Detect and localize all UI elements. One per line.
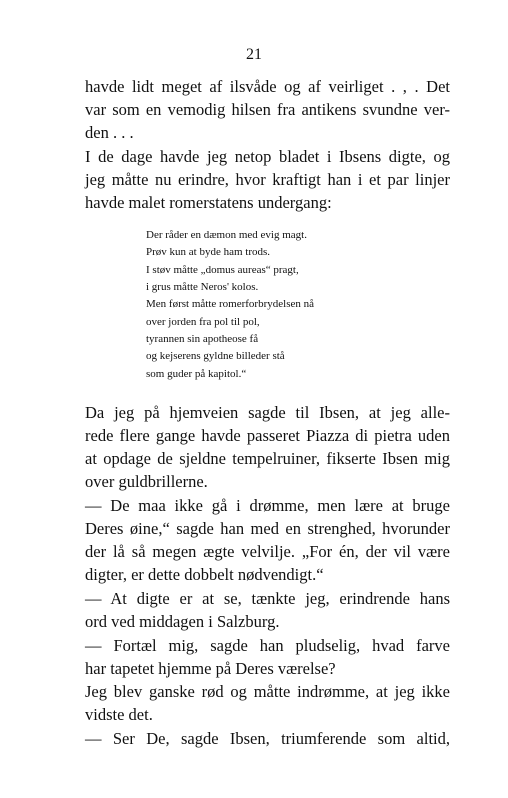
text-line: — Fortæl mig, sagde han pludselig, hvad farve (85, 636, 450, 655)
text-line: over guldbrillerne. (85, 472, 208, 491)
text-line: ord ved middagen i Salzburg. (85, 612, 280, 631)
text-line: var som en vemodig hilsen fra antikens svundne ver- (85, 100, 450, 119)
text-line: Deres øine,“ sagde han med en strenghed, hvorunder (85, 519, 450, 538)
text-line: havde malet romerstatens undergang: (85, 193, 332, 212)
text-line: vidste det. (85, 705, 153, 724)
text-line: digter, er dette dobbelt nødvendigt.“ (85, 565, 324, 584)
text-line: I de dage havde jeg netop bladet i Ibsens digte, og (85, 147, 450, 166)
verse-line: og kejserens gyldne billeder stå (146, 350, 285, 362)
text-line: der lå så megen ægte velvilje. „For én, der vil være (85, 542, 450, 561)
text-line: jeg måtte nu erindre, hvor kraftigt han i et par linjer (85, 170, 450, 189)
text-line: Jeg blev ganske rød og måtte indrømme, at jeg ikke (85, 682, 450, 701)
text-line: at opdage de sjeldne tempelruiner, fikserte Ibsen mig (85, 449, 450, 468)
verse-line: tyrannen sin apotheose få (146, 333, 259, 345)
verse-line: Prøv kun at byde ham trods. (146, 246, 271, 258)
text-line: havde lidt meget af ilsvåde og af veirliget . , . Det (85, 77, 450, 96)
verse-line: over jorden fra pol til pol, (146, 316, 260, 328)
text-line: rede flere gange havde passeret Piazza di pietra uden (85, 426, 450, 445)
text-line: den . . . (85, 123, 134, 142)
verse-line: som guder på kapitol.“ (146, 368, 247, 380)
text-line: — At digte er at se, tænkte jeg, erindrende hans (85, 589, 450, 608)
verse-line: I støv måtte „domus aureas“ pragt, (146, 264, 299, 276)
text-line: Da jeg på hjemveien sagde til Ibsen, at jeg alle- (85, 403, 450, 422)
text-line: har tapetet hjemme på Deres værelse? (85, 659, 336, 678)
verse-line: Der råder en dæmon med evig magt. (146, 229, 307, 241)
text-line: — De maa ikke gå i drømme, men lære at bruge (85, 496, 450, 515)
verse-line: i grus måtte Neros' kolos. (146, 281, 259, 293)
text-line: — Ser De, sagde Ibsen, triumferende som altid, (85, 729, 450, 748)
page-number: 21 (246, 46, 262, 63)
verse-line: Men først måtte romerforbrydelsen nå (146, 298, 314, 310)
